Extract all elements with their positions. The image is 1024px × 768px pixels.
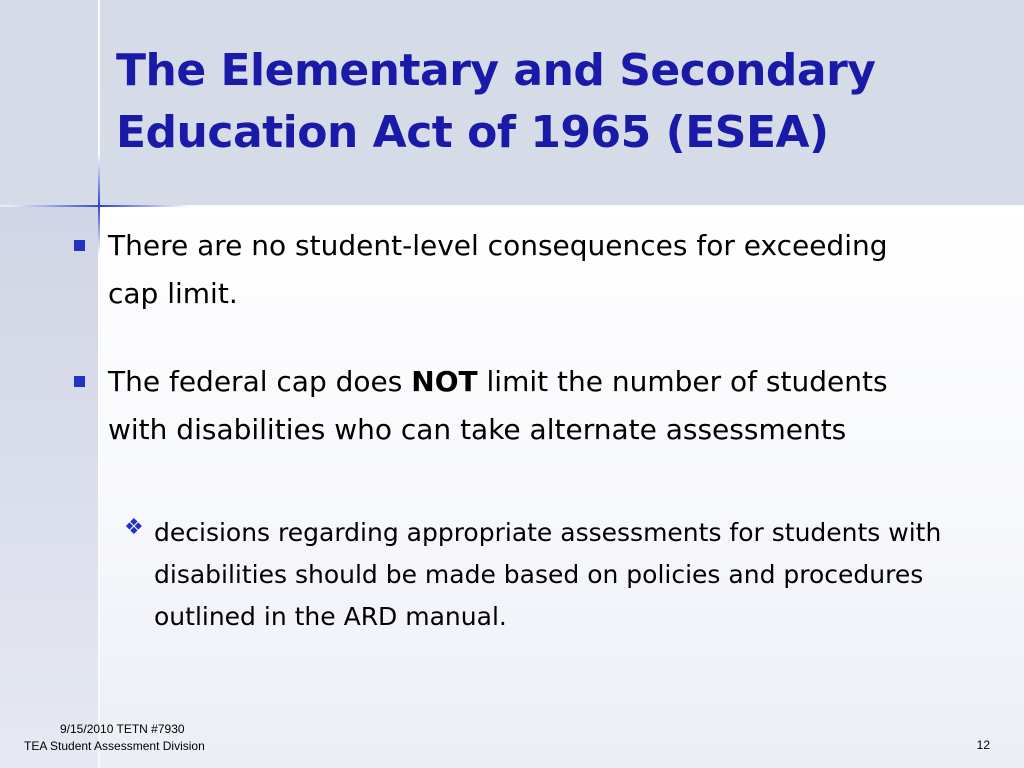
footer bbox=[24, 721, 205, 755]
footer-organization: TEA Student Assessment Division bbox=[24, 739, 205, 753]
page-number: 12 bbox=[976, 738, 990, 752]
vertical-divider bbox=[98, 0, 100, 768]
title-line-1: The Elementary and Secondary bbox=[116, 45, 876, 96]
bullet-square-icon bbox=[74, 376, 85, 387]
bullet-square-icon bbox=[74, 240, 85, 251]
diamond-bullet-icon: ❖ bbox=[124, 515, 144, 540]
footer-date: 9/15/2010 TETN #7930 bbox=[60, 722, 185, 736]
bullet-2-text-end: limit the number of students with disabilities who can take alternate assessments bbox=[108, 365, 888, 446]
bullet-2-text-start: The federal cap does bbox=[108, 365, 412, 398]
bullet-2-emphasis: NOT bbox=[411, 365, 478, 398]
bullet-2 bbox=[108, 358, 908, 454]
sub-bullet: decisions regarding appropriate assessments for students with disabilities should be made based on policies and procedures outlined in the ARD manual. bbox=[154, 518, 942, 631]
title-line-2: Education Act of 1965 (ESEA) bbox=[116, 107, 829, 158]
bullet-1: There are no student-level consequences for exceeding cap limit. bbox=[108, 229, 888, 310]
slide-title bbox=[116, 40, 996, 164]
